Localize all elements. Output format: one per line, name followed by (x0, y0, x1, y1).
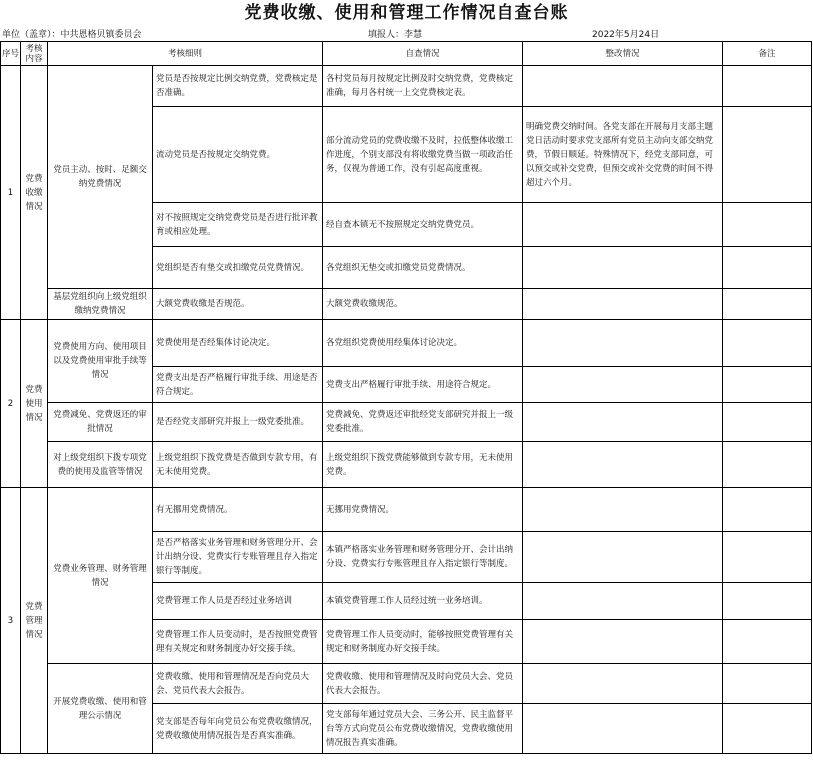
remark-cell (723, 320, 812, 367)
criteria-cell: 党费管理工作人员是否经过业务培训 (153, 583, 323, 620)
criteria-cell: 党费管理工作人员变动时，是否按照党费管理有关规定和财务制度办好交接手续。 (153, 620, 323, 664)
rectification-cell (523, 203, 723, 247)
table-row (1, 66, 812, 107)
remark-cell (723, 664, 812, 704)
criteria-cell: 党员是否按规定比例交纳党费，党费核定是否准确。 (153, 66, 323, 107)
remark-cell (723, 488, 812, 532)
date-label: 2022年5月24日 (592, 30, 660, 40)
self-check-cell: 党费减免、党费返还审批经党支部研究并报上一级党委批准。 (323, 403, 523, 442)
table-row (1, 488, 812, 532)
header-content: 考核内容 (21, 42, 48, 66)
remark-cell (723, 583, 812, 620)
ledger-table (0, 41, 812, 754)
self-check-cell: 大额党费收缴规范。 (323, 289, 523, 320)
rectification-cell (523, 664, 723, 704)
group-label: 基层党组织向上级党组织缴纳党费情况 (48, 289, 153, 320)
section-name: 党费管理情况 (21, 488, 48, 754)
self-check-cell: 党费收缴、使用和管理情况及时向党员大会、党员代表大会报告。 (323, 664, 523, 704)
criteria-cell: 有无挪用党费情况。 (153, 488, 323, 532)
self-check-cell: 上级党组织下拨党费能够做到专款专用，无未使用党费。 (323, 442, 523, 488)
rectification-cell (523, 289, 723, 320)
criteria-cell: 大额党费收缴是否规范。 (153, 289, 323, 320)
rectification-cell (523, 488, 723, 532)
remark-cell (723, 403, 812, 442)
section-number: 1 (1, 66, 21, 320)
remark-cell (723, 289, 812, 320)
remark-cell (723, 66, 812, 107)
criteria-cell: 是否经党支部研究并报上一级党委批准。 (153, 403, 323, 442)
header-row (1, 42, 812, 66)
group-label: 党费业务管理、财务管理情况 (48, 488, 153, 664)
criteria-cell: 是否严格落实业务管理和财务管理分开、会计出纳分设、党费实行专账管理且存入指定银行等制度。 (153, 532, 323, 583)
rectification-cell (523, 367, 723, 403)
self-check-cell: 党支部每年通过党员大会、三务公开、民主监督平台等方式向党员公布党费收缴情况，党费收缴使用情况报告真实准确。 (323, 704, 523, 754)
criteria-cell: 党组织是否有垫交或扣缴党员党费情况。 (153, 247, 323, 289)
section-number: 3 (1, 488, 21, 754)
self-check-cell: 各党组织党费使用经集体讨论决定。 (323, 320, 523, 367)
rectification-cell (523, 66, 723, 107)
page-title: 党费收缴、使用和管理工作情况自查台账 (244, 3, 569, 23)
table-row (1, 442, 812, 488)
table-row (1, 664, 812, 704)
remark-cell (723, 620, 812, 664)
self-check-cell: 党费管理工作人员变动时，能够按照党费管理有关规定和财务制度办好交接手续。 (323, 620, 523, 664)
remark-cell (723, 367, 812, 403)
remark-cell (723, 107, 812, 203)
criteria-cell: 党费收缴、使用和管理情况是否向党员大会、党员代表大会报告。 (153, 664, 323, 704)
self-check-cell: 经自查本镇无不按照规定交纳党费党员。 (323, 203, 523, 247)
remark-cell (723, 247, 812, 289)
criteria-cell: 对不按照规定交纳党费党员是否进行批评教育或相应处理。 (153, 203, 323, 247)
remark-cell (723, 532, 812, 583)
rectification-cell (523, 532, 723, 583)
filler-label: 填报人：李慧 (368, 30, 423, 40)
remark-cell (723, 442, 812, 488)
self-check-cell: 无挪用党费情况。 (323, 488, 523, 532)
group-label: 党费使用方向、使用项目以及党费使用审批手续等情况 (48, 320, 153, 403)
header-self-check: 自查情况 (323, 42, 523, 66)
rectification-cell: 明确党费交纳时间。各党支部在开展每月支部主题党日活动时要求党支部所有党员主动向支部交纳党费，节假日顺延。特殊情况下，经党支部同意，可以预交或补交党费，但预交或补交党费的时间不得超过六个月。 (523, 107, 723, 203)
remark-cell (723, 704, 812, 754)
section-number: 2 (1, 320, 21, 488)
table-row (1, 403, 812, 442)
group-label: 对上级党组织下拨专项党费的使用及监管等情况 (48, 442, 153, 488)
criteria-cell: 上级党组织下拨党费是否做到专款专用，有无未使用党费。 (153, 442, 323, 488)
header-seq: 序号 (1, 42, 21, 66)
self-check-cell: 本镇严格落实业务管理和财务管理分开、会计出纳分设、党费实行专账管理且存入指定银行等制度。 (323, 532, 523, 583)
criteria-cell: 党支部是否每年向党员公布党费收缴情况，党费收缴使用情况报告是否真实准确。 (153, 704, 323, 754)
rectification-cell (523, 320, 723, 367)
self-check-cell: 党费支出严格履行审批手续、用途符合规定。 (323, 367, 523, 403)
self-check-cell: 各党组织无垫交或扣缴党员党费情况。 (323, 247, 523, 289)
table-row (1, 289, 812, 320)
rectification-cell (523, 704, 723, 754)
criteria-cell: 党费使用是否经集体讨论决定。 (153, 320, 323, 367)
rectification-cell (523, 583, 723, 620)
header-rectification: 整改情况 (523, 42, 723, 66)
rectification-cell (523, 403, 723, 442)
self-check-cell: 各村党员每月按规定比例及时交纳党费，党费核定准确，每月各村统一上交党费核定表。 (323, 66, 523, 107)
group-label: 开展党费收缴、使用和管理公示情况 (48, 664, 153, 754)
table-row (1, 320, 812, 367)
ledger-body (1, 66, 812, 754)
section-name: 党费使用情况 (21, 320, 48, 488)
remark-cell (723, 203, 812, 247)
header-criteria: 考核细则 (48, 42, 323, 66)
criteria-cell: 流动党员是否按规定交纳党费。 (153, 107, 323, 203)
rectification-cell (523, 247, 723, 289)
group-label: 党员主动、按时、足额交纳党费情况 (48, 66, 153, 289)
unit-label: 单位（盖章）：中共恩格贝镇委员会 (2, 30, 142, 40)
section-name: 党费收缴情况 (21, 66, 48, 320)
self-check-cell: 部分流动党员的党费收缴不及时，拉低整体收缴工作进度，个别支部没有将收缴党费当做一项政治任务，仅视为普通工作，没有引起高度重视。 (323, 107, 523, 203)
rectification-cell (523, 620, 723, 664)
criteria-cell: 党费支出是否严格履行审批手续、用途是否符合规定。 (153, 367, 323, 403)
self-check-cell: 本镇党费管理工作人员经过统一业务培训。 (323, 583, 523, 620)
group-label: 党费减免、党费返还的审批情况 (48, 403, 153, 442)
rectification-cell (523, 442, 723, 488)
header-remark: 备注 (723, 42, 812, 66)
